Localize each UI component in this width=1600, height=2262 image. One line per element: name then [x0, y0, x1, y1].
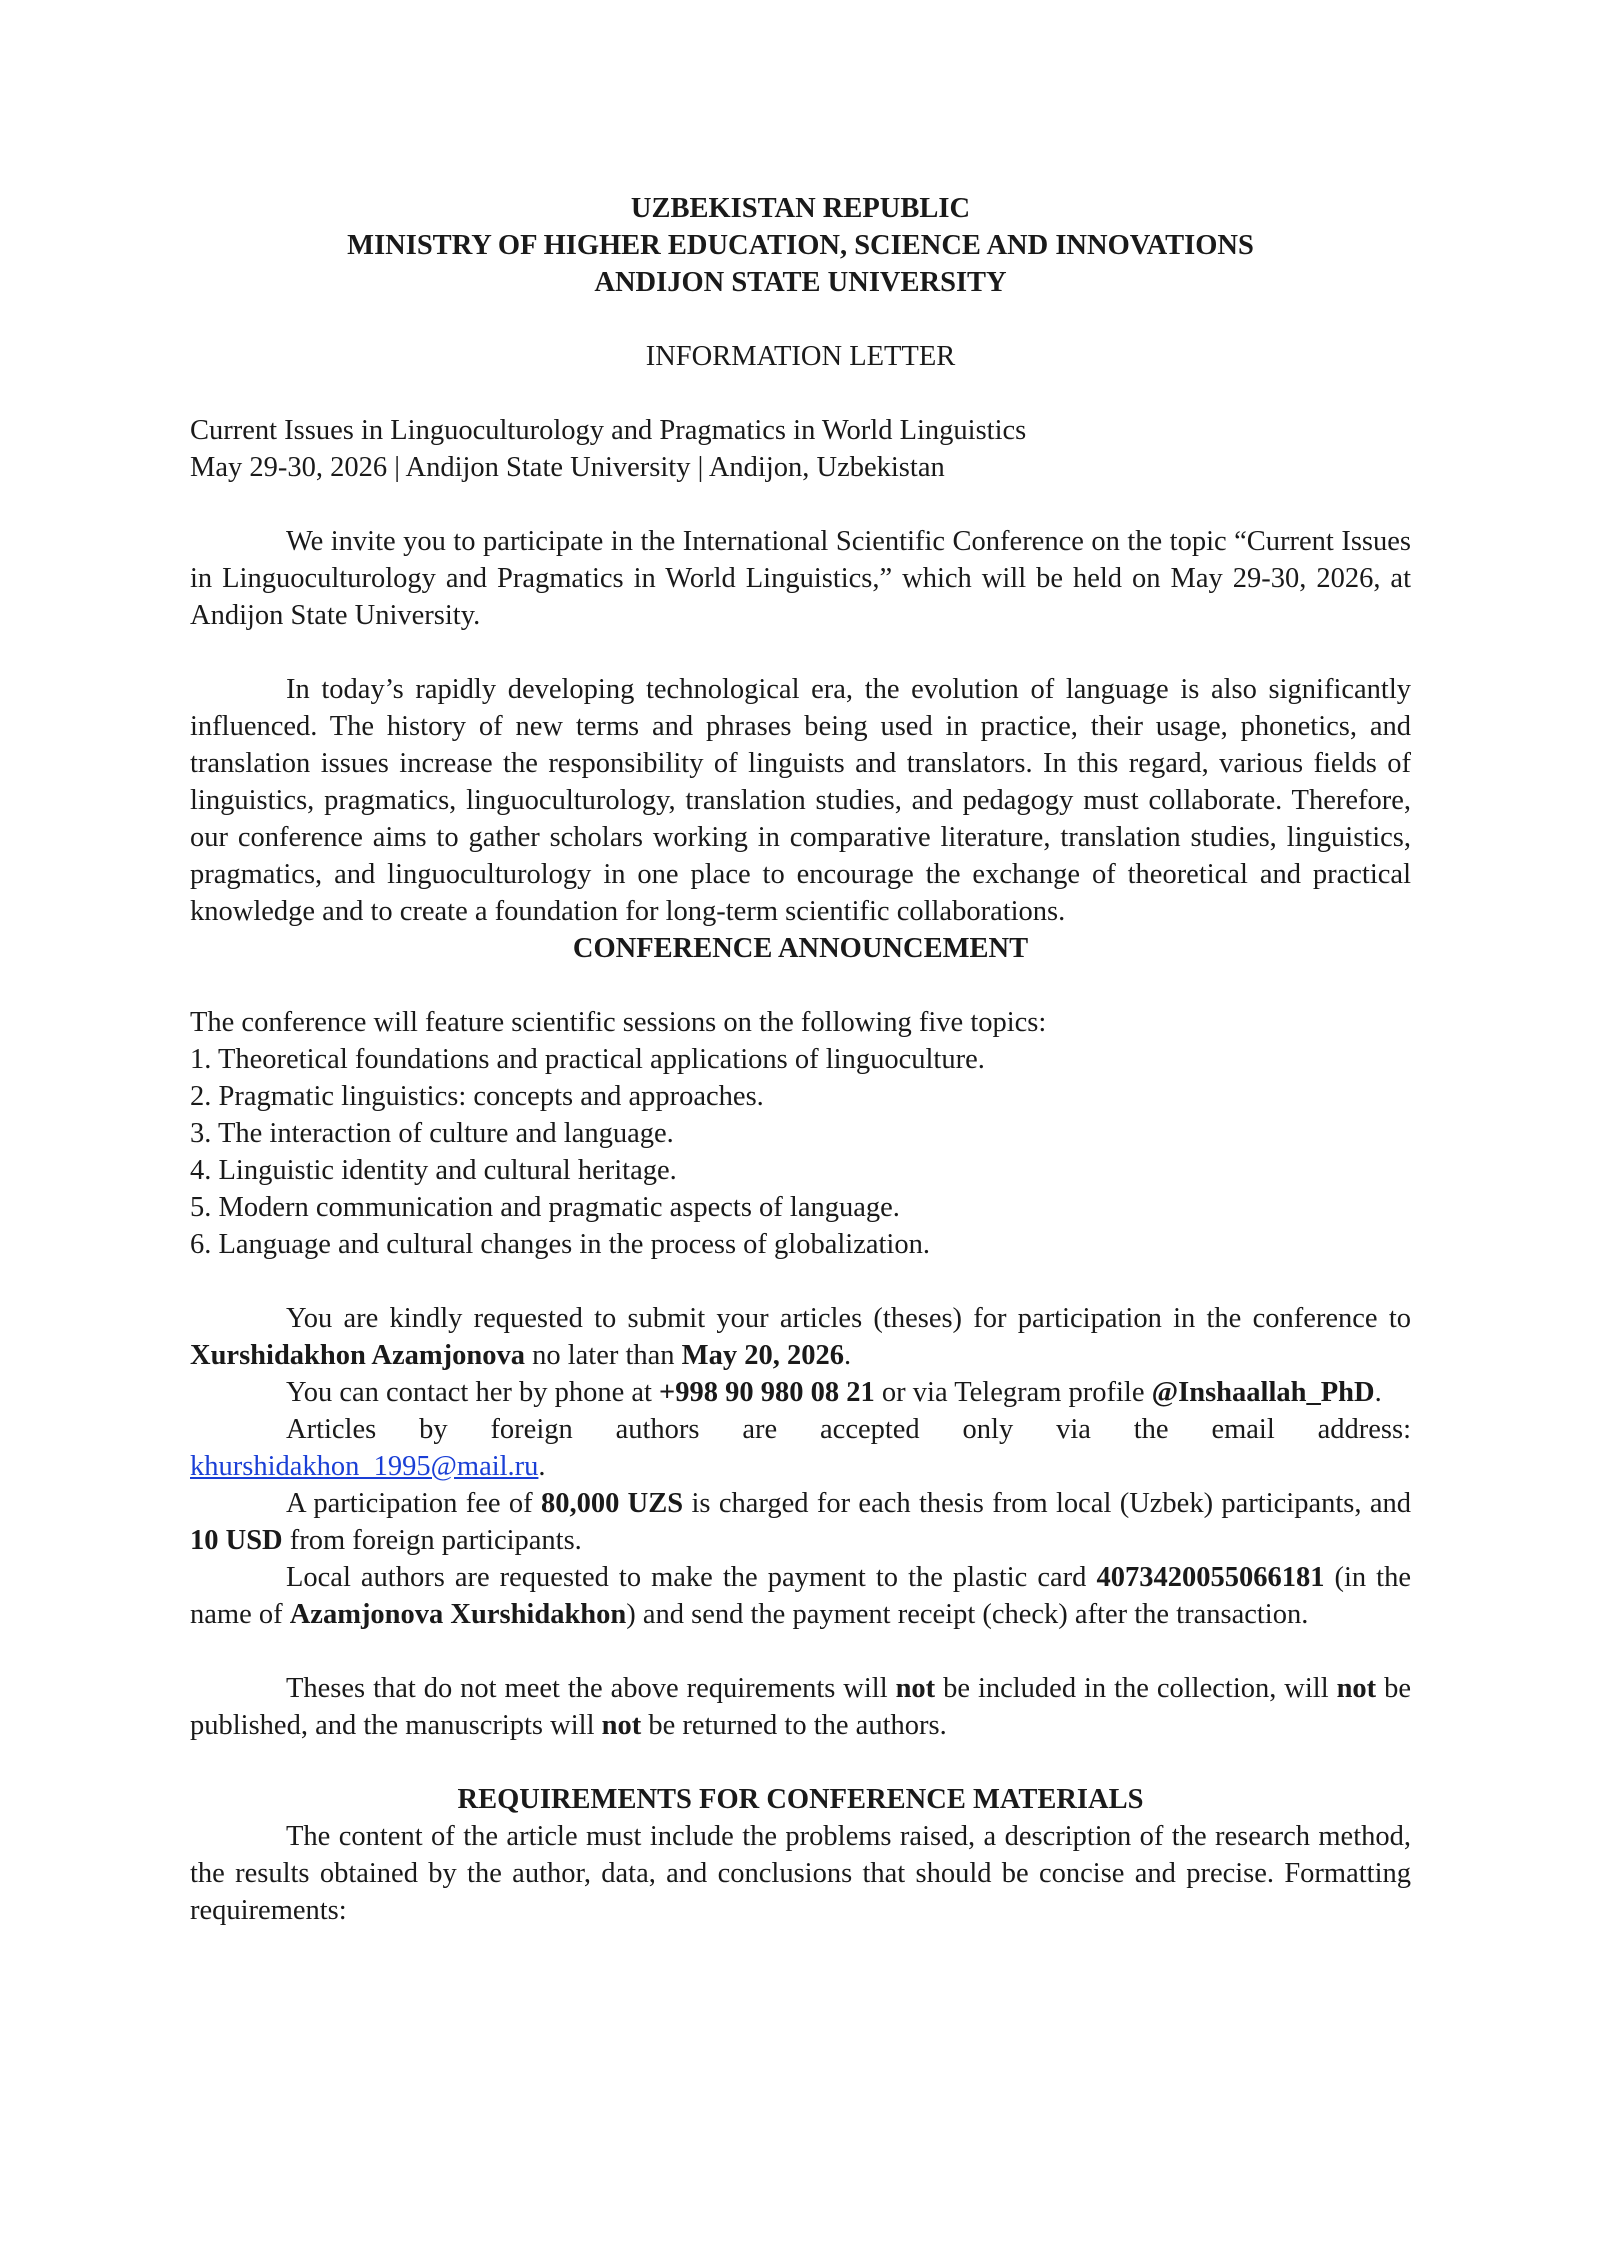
warning-paragraph: Theses that do not meet the above requirements will not be included in the collection, will not be published, and the manuscripts will not be returned to the authors.: [190, 1673, 1412, 1741]
fee-local: 80,000 UZS: [540, 1488, 684, 1519]
contact-name: Xurshidakhon Azamjonova: [190, 1340, 525, 1371]
card-holder: Azamjonova Xurshidakhon: [289, 1599, 627, 1630]
email-link[interactable]: khurshidakhon_1995@mail.ru: [190, 1451, 539, 1482]
requirements-heading: REQUIREMENTS FOR CONFERENCE MATERIALS: [457, 1784, 1144, 1815]
email-line: khurshidakhon_1995@mail.ru.: [190, 1451, 546, 1482]
telegram-profile: @Inshaallah_PhD: [1151, 1377, 1375, 1408]
contact-phone: +998 90 980 08 21: [659, 1377, 875, 1408]
intro-paragraph: We invite you to participate in the International Scientific Conference on the topic “Current Issues in Linguoculturology and Pragmatics in World Linguistics,” which will be held on May 29-30, 2026, at Andijon State University.: [190, 526, 1411, 631]
letter-page: [190, 190, 1411, 1929]
letterhead: [190, 190, 1411, 301]
context-paragraph: In today’s rapidly developing technological era, the evolution of language is also significantly influenced. The history of new terms and phrases being used in practice, their usage, phonetics, and translation issues increase the responsibility of linguists and translators. In this regard, various fields of linguistics, pragmatics, linguoculturology, translation studies, and pedagogy must collaborate. Therefore, our conference aims to gather scholars working in comparative literature, translation studies, linguistics, pragmatics, and linguoculturology in one place to encourage the exchange of theoretical and practical knowledge and to create a foundation for long-term scientific collaborations.: [190, 674, 1411, 927]
fee-paragraph: A participation fee of 80,000 UZS is charged for each thesis from local (Uzbek) participants, and 10 USD from foreign participants.: [190, 1488, 1411, 1556]
requirements-paragraph: The content of the article must include the problems raised, a description of the research method, the results obtained by the author, data, and conclusions that should be concise and precise. Formatting requirements:: [190, 1821, 1411, 1926]
letter-title: INFORMATION LETTER: [645, 341, 956, 372]
topics-list: [190, 1041, 1411, 1263]
topics-intro: The conference will feature scientific sessions on the following five topics:: [190, 1007, 1047, 1038]
letterhead-university: ANDIJON STATE UNIVERSITY: [594, 267, 1007, 298]
contact-paragraph: You can contact her by phone at +998 90 980 08 21 or via Telegram profile @Inshaallah_PhD.: [286, 1377, 1382, 1408]
payment-paragraph: Local authors are requested to make the payment to the plastic card 4073420055066181 (in the name of Azamjonova Xurshidakhon) and send the payment receipt (check) after the transaction.: [190, 1562, 1411, 1630]
topic-item: 4. Linguistic identity and cultural heritage.: [190, 1155, 677, 1186]
topic-item: 5. Modern communication and pragmatic aspects of language.: [190, 1192, 900, 1223]
fee-foreign: 10 USD: [190, 1525, 283, 1556]
submission-deadline: May 20, 2026: [681, 1340, 844, 1371]
announcement-heading: CONFERENCE ANNOUNCEMENT: [572, 933, 1029, 964]
topic-item: 2. Pragmatic linguistics: concepts and approaches.: [190, 1081, 764, 1112]
card-number: 4073420055066181: [1096, 1562, 1325, 1593]
topic-item: 3. The interaction of culture and language.: [190, 1118, 674, 1149]
submission-paragraph: You are kindly requested to submit your articles (theses) for participation in the conference to Xurshidakhon Azamjonova no later than May 20, 2026.: [190, 1303, 1411, 1371]
letterhead-ministry: MINISTRY OF HIGHER EDUCATION, SCIENCE AND INNOVATIONS: [347, 230, 1254, 261]
letterhead-country: UZBEKISTAN REPUBLIC: [630, 193, 971, 224]
foreign-authors-paragraph: Articles by foreign authors are accepted only via the email address:: [286, 1414, 1411, 1445]
topic-item: 6. Language and cultural changes in the process of globalization.: [190, 1229, 930, 1260]
conference-name: Current Issues in Linguoculturology and Pragmatics in World Linguistics: [190, 415, 1027, 446]
topic-item: 1. Theoretical foundations and practical applications of linguoculture.: [190, 1044, 985, 1075]
conference-date-place: May 29-30, 2026 | Andijon State University | Andijon, Uzbekistan: [190, 452, 945, 483]
